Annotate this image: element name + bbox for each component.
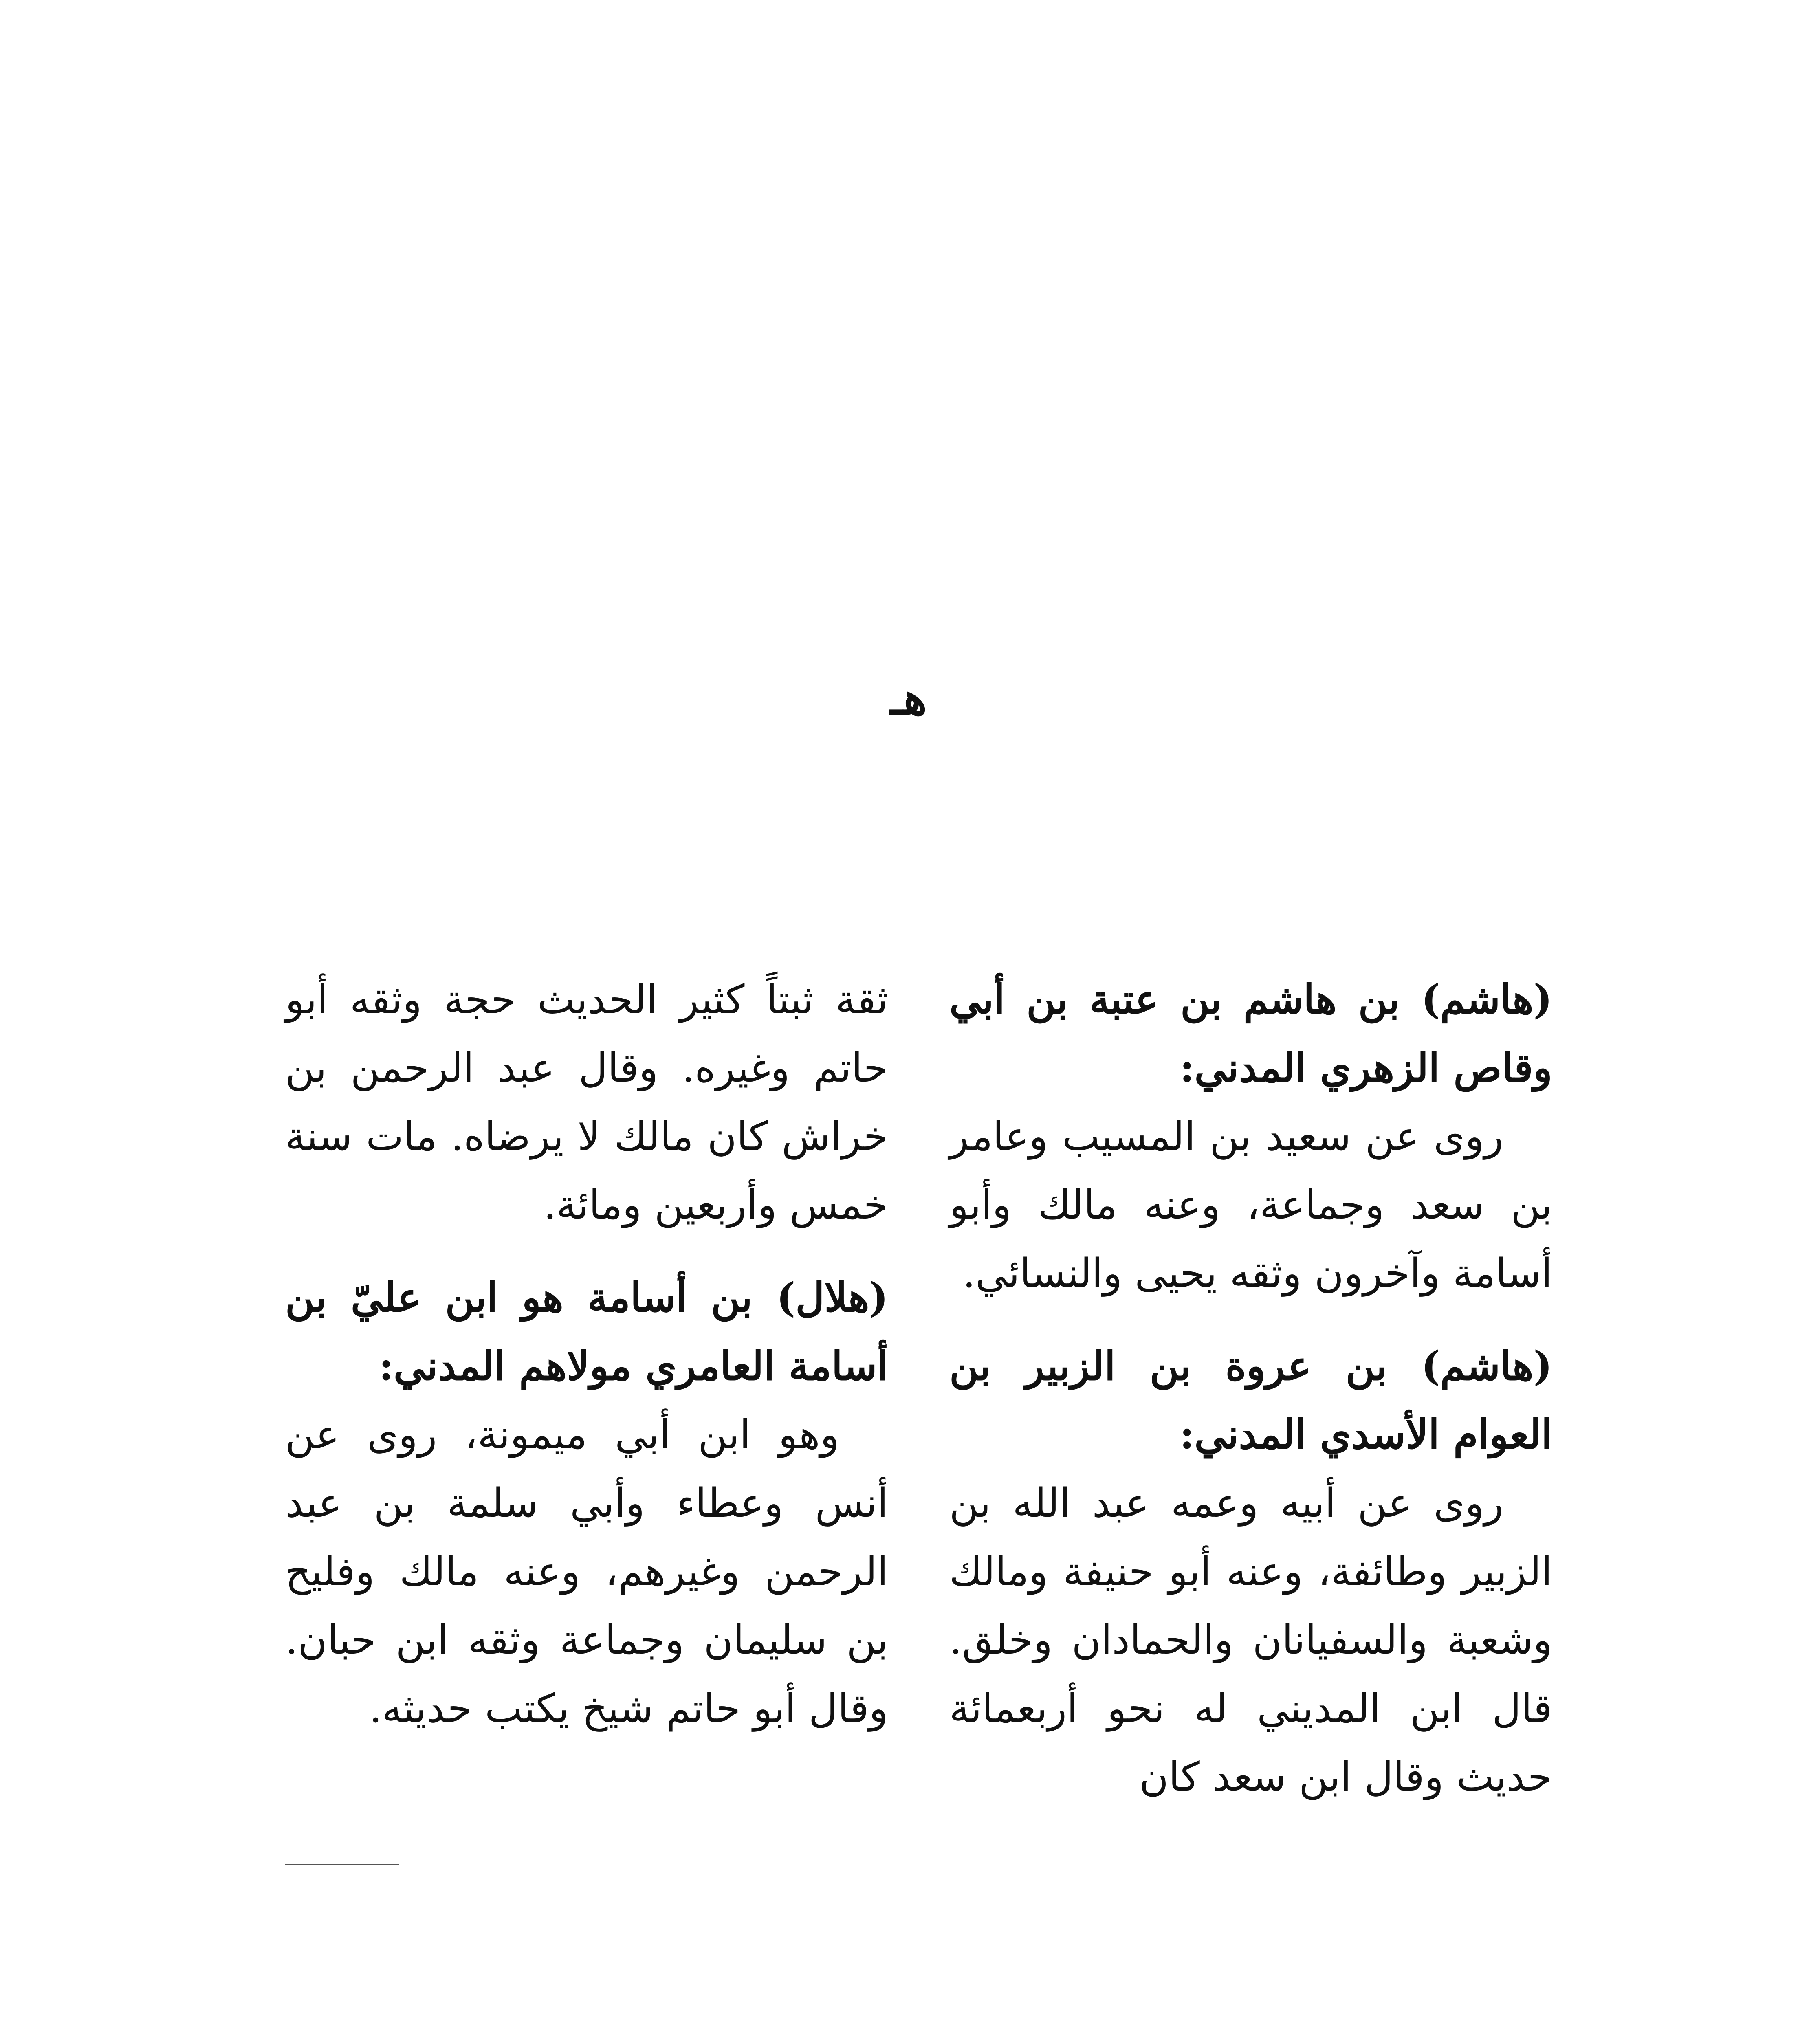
entry-body: روى عن سعيد بن المسيب وعامر بن سعد وجماعة، وعنه مالك وأبو أسامة وآخرون وثقه يحيى والنسائي. xyxy=(949,1113,1552,1297)
entry-continuation: ثقة ثبتاً كثير الحديث حجة وثقه أبو حاتم وغيره. وقال عبد الرحمن بن خراش كان مالك لا يرضاه. مات سنة خمس وأربعين ومائة. xyxy=(285,977,888,1228)
entry-body: وهو ابن أبي ميمونة، روى عن أنس وعطاء وأبي سلمة بن عبد الرحمن وغيرهم، وعنه مالك وفليح بن سليمان وجماعة وثقه ابن حبان. وقال أبو حاتم شيخ يكتب حديثه. xyxy=(285,1412,888,1732)
entry-body: روى عن أبيه وعمه عبد الله بن الزبير وطائفة، وعنه أبو حنيفة ومالك وشعبة والسفيانان والحمادان وخلق. قال ابن المديني له نحو أربعمائة حديث وقال ابن سعد كان xyxy=(949,1480,1552,1800)
right-column xyxy=(949,966,1552,1836)
section-letter-heading: هـ xyxy=(890,672,927,725)
column-end-rule xyxy=(285,1864,399,1865)
left-column xyxy=(285,966,888,1767)
entry-heading: (هاشم) بن عروة بن الزبير بن العوام الأسدي المدني: xyxy=(949,1343,1552,1458)
biography-entry xyxy=(285,1264,888,1743)
entry-heading: (هلال) بن أسامة هو ابن عليّ بن أسامة العامري مولاهم المدني: xyxy=(285,1274,888,1390)
biography-entry xyxy=(949,966,1552,1308)
entry-heading: (هاشم) بن هاشم بن عتبة بن أبي وقاص الزهري المدني: xyxy=(949,976,1552,1091)
biography-entry xyxy=(949,1332,1552,1811)
